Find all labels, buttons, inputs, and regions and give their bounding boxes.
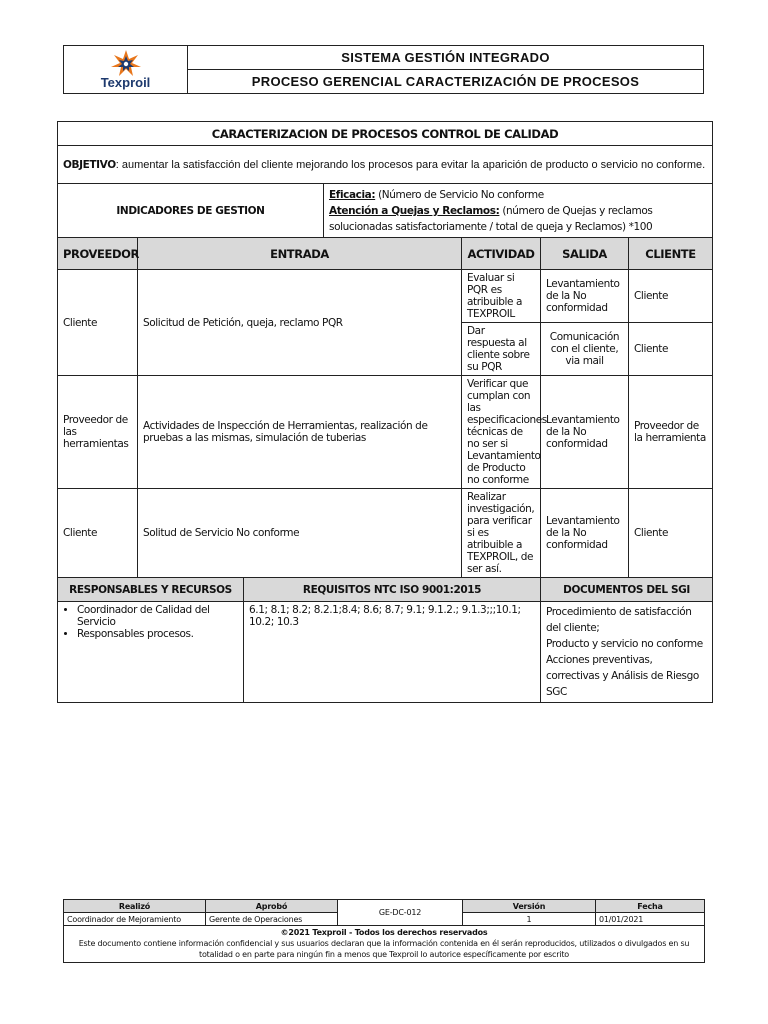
responsables-header: RESPONSABLES Y RECURSOS bbox=[58, 578, 244, 602]
col-header-cliente: CLIENTE bbox=[629, 238, 713, 270]
documentos-cell bbox=[541, 602, 713, 703]
row1-salida-2: Comunicación con el cliente, via mail bbox=[541, 323, 629, 376]
row3-entrada: Solitud de Servicio No conforme bbox=[138, 489, 462, 578]
documento-item: Producto y servicio no conforme bbox=[546, 638, 703, 650]
process-title: PROCESO GERENCIAL CARACTERIZACIÓN DE PROCESOS bbox=[188, 70, 704, 94]
system-title: SISTEMA GESTIÓN INTEGRADO bbox=[188, 46, 704, 70]
objetivo-row bbox=[58, 146, 713, 184]
header-row bbox=[58, 238, 713, 270]
eficacia-text: (Número de Servicio No conforme bbox=[375, 189, 544, 201]
document-code: GE-DC-012 bbox=[338, 900, 463, 926]
eficacia-label: Eficacia: bbox=[329, 189, 376, 201]
aprobo-value: Gerente de Operaciones bbox=[206, 913, 338, 926]
row2-proveedor: Proveedor de las herramientas bbox=[58, 376, 138, 489]
logo-cell bbox=[64, 46, 188, 94]
col-header-salida: SALIDA bbox=[541, 238, 629, 270]
row2-cliente: Proveedor de la herramienta bbox=[629, 376, 713, 489]
bottom-header-row bbox=[58, 578, 713, 602]
documento-item: Acciones preventivas, correctivas y Análisis de Riesgo SGC bbox=[546, 654, 699, 698]
row1-cliente-1: Cliente bbox=[629, 270, 713, 323]
row1-entrada: Solicitud de Petición, queja, reclamo PQR bbox=[138, 270, 462, 376]
row2-salida: Levantamiento de la No conformidad bbox=[541, 376, 629, 489]
table-row bbox=[58, 270, 713, 323]
col-header-entrada: ENTRADA bbox=[138, 238, 462, 270]
objetivo-label: OBJETIVO bbox=[63, 158, 116, 171]
list-item: • Responsables procesos. bbox=[77, 628, 238, 640]
responsables-list bbox=[63, 604, 238, 640]
row2-actividad: Verificar que cumplan con las especificaciones técnicas de no ser si Levantamiento de Producto no conforme bbox=[462, 376, 541, 489]
realizo-value: Coordinador de Mejoramiento bbox=[64, 913, 206, 926]
texproil-logo bbox=[64, 49, 187, 90]
confidentiality-notice: Este documento contiene información confidencial y sus usuarios declaran que la información contenida en él serán reproducidos, utilizados o divulgados en su totalidad o en parte para ningún fin a menos que Texproil lo autorice específicamente por escrito bbox=[78, 939, 690, 959]
row3-actividad: Realizar investigación, para verificar si es atribuible a TEXPROIL, de ser así. bbox=[462, 489, 541, 578]
row2-entrada: Actividades de Inspección de Herramientas, realización de pruebas a las mismas, simulación de tuberias bbox=[138, 376, 462, 489]
characterization-table bbox=[57, 121, 713, 703]
footer-notice-cell bbox=[64, 926, 705, 963]
version-label: Versión bbox=[463, 900, 596, 913]
indicadores-content bbox=[324, 184, 713, 238]
bottom-content-row bbox=[58, 602, 713, 703]
footer-table bbox=[63, 899, 705, 963]
atencion-text: (número de Quejas y reclamos solucionadas satisfactoriamente / total de queja y Reclamos) *100 bbox=[329, 205, 653, 233]
copyright-text: ©2021 Texproil - Todos los derechos reservados bbox=[280, 928, 488, 937]
row3-salida: Levantamiento de la No conformidad bbox=[541, 489, 629, 578]
table-title: CARACTERIZACION DE PROCESOS CONTROL DE CALIDAD bbox=[58, 122, 713, 146]
documento-item: Procedimiento de satisfacción del cliente; bbox=[546, 606, 692, 634]
fecha-value: 01/01/2021 bbox=[596, 913, 705, 926]
logo-text: Texproil bbox=[100, 75, 151, 90]
indicadores-label: INDICADORES DE GESTION bbox=[58, 184, 324, 238]
realizo-label: Realizó bbox=[64, 900, 206, 913]
document-header bbox=[63, 45, 704, 94]
row1-actividad-2: Dar respuesta al cliente sobre su PQR bbox=[462, 323, 541, 376]
row3-proveedor: Cliente bbox=[58, 489, 138, 578]
list-item: • Coordinador de Calidad del Servicio bbox=[77, 604, 238, 628]
atencion-label: Atención a Quejas y Reclamos: bbox=[329, 205, 500, 217]
table-row bbox=[58, 376, 713, 489]
star-logo-icon bbox=[109, 49, 143, 77]
requisitos-header: REQUISITOS NTC ISO 9001:2015 bbox=[244, 578, 541, 602]
fecha-label: Fecha bbox=[596, 900, 705, 913]
responsables-list-cell bbox=[58, 602, 244, 703]
table-row bbox=[58, 489, 713, 578]
version-value: 1 bbox=[463, 913, 596, 926]
col-header-actividad: ACTIVIDAD bbox=[462, 238, 541, 270]
row1-cliente-2: Cliente bbox=[629, 323, 713, 376]
col-header-proveedor: PROVEEDOR bbox=[58, 238, 138, 270]
row1-proveedor: Cliente bbox=[58, 270, 138, 376]
objetivo-text: : aumentar la satisfacción del cliente mejorando los procesos para evitar la aparición de producto o servicio no conforme. bbox=[115, 158, 706, 171]
documentos-header: DOCUMENTOS DEL SGI bbox=[541, 578, 713, 602]
row3-cliente: Cliente bbox=[629, 489, 713, 578]
row1-actividad-1: Evaluar si PQR es atribuible a TEXPROIL bbox=[462, 270, 541, 323]
requisitos-text: 6.1; 8.1; 8.2; 8.2.1;8.4; 8.6; 8.7; 9.1; 9.1.2.; 9.1.3;;;10.1; 10.2; 10.3 bbox=[244, 602, 541, 703]
aprobo-label: Aprobó bbox=[206, 900, 338, 913]
row1-salida-1: Levantamiento de la No conformidad bbox=[541, 270, 629, 323]
